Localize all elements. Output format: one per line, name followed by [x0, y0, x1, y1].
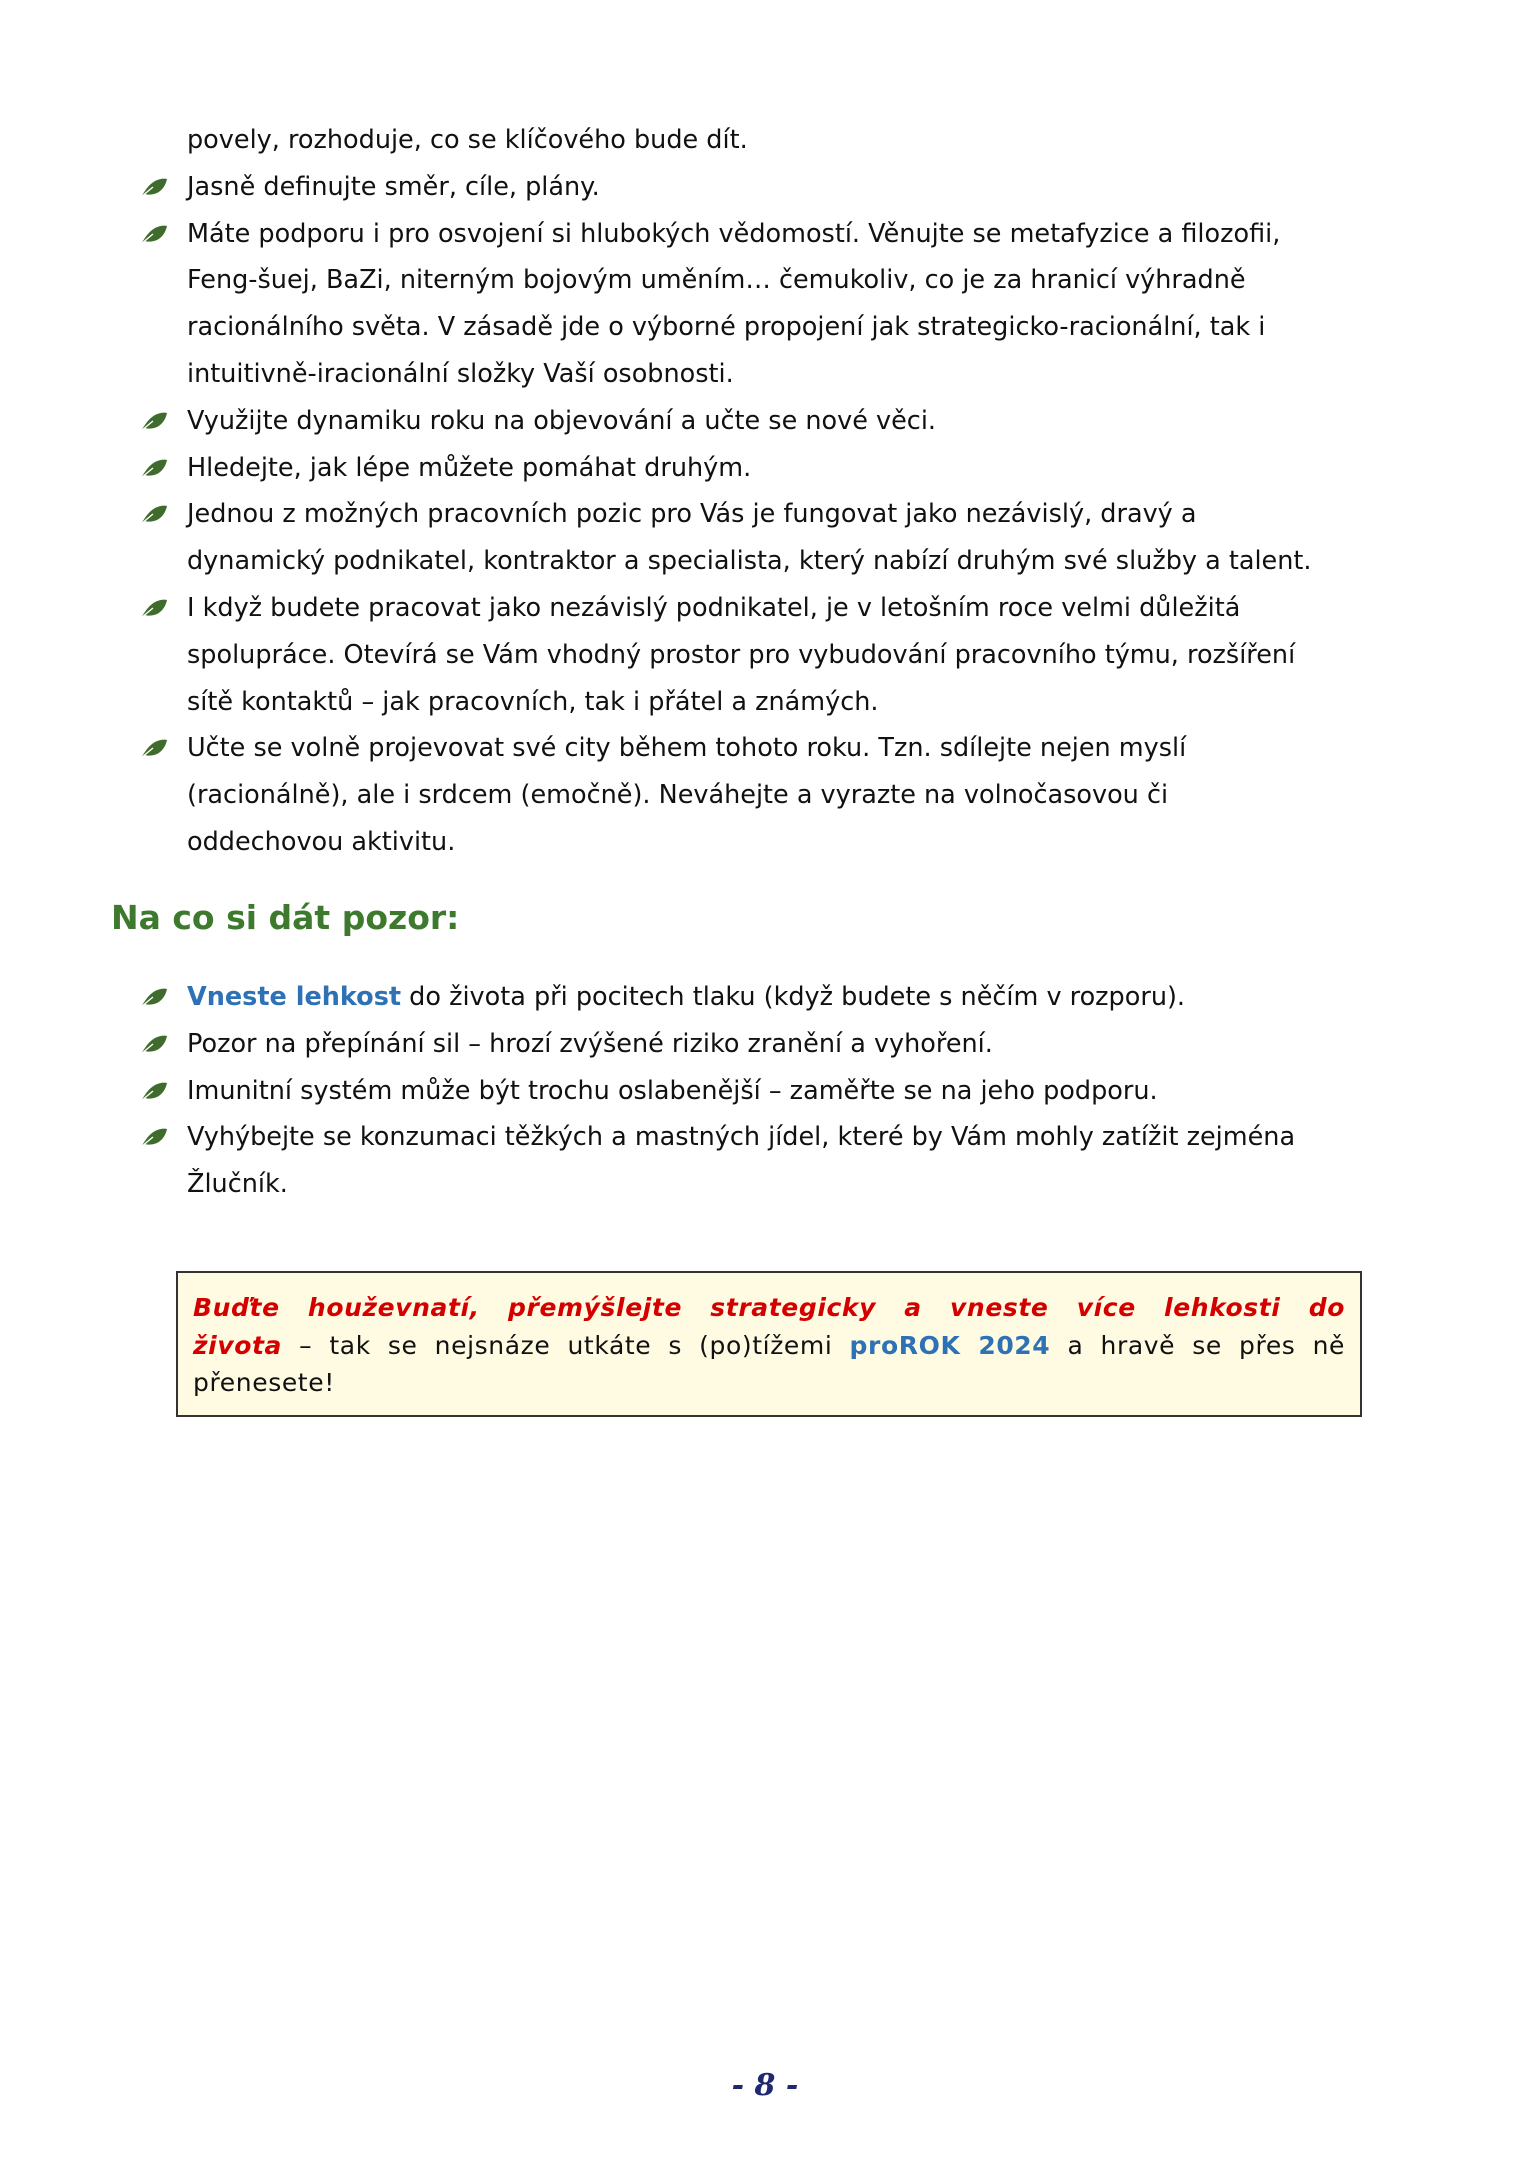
list-item: [139, 1114, 1439, 1208]
list-item-line: oddechovou aktivitu.: [187, 826, 456, 857]
list-item: [139, 1021, 1439, 1068]
list-item-line: [187, 974, 1439, 1021]
list-item-line: Hledejte, jak lépe můžete pomáhat druhým.: [187, 452, 752, 483]
list-item-line: Využijte dynamiku roku na objevování a učte se nové věci.: [187, 405, 937, 436]
list-item: [139, 445, 1439, 492]
list-item-line: Máte podporu i pro osvojení si hlubokých vědomostí. Věnujte se metafyzice a filozofii,: [187, 218, 1281, 249]
list-item-line: sítě kontaktů – jak pracovních, tak i přátel a známých.: [187, 686, 879, 717]
list-item: [139, 491, 1439, 585]
callout-line: [193, 1327, 1345, 1365]
list-item: [139, 211, 1439, 398]
list-item-line: I když budete pracovat jako nezávislý podnikatel, je v letošním roce velmi důležitá: [187, 592, 1241, 623]
list-item-line: Feng-šuej, BaZi, niterným bojovým uměním… čemukoliv, co je za hranicí výhradně: [187, 265, 1246, 296]
list-item-line: dynamický podnikatel, kontraktor a specialista, který nabízí druhým své služby a talent.: [187, 546, 1312, 577]
leaf-icon: [139, 1034, 169, 1056]
list-item-line: spolupráce. Otevírá se Vám vhodný prostor pro vybudování pracovního týmu, rozšíření: [187, 639, 1296, 670]
list-item-text: do života při pocitech tlaku (když budete s něčím v rozporu).: [401, 982, 1186, 1012]
list-item-line: Imunitní systém může být trochu oslabenější – zaměřte se na jeho podporu.: [187, 1075, 1158, 1106]
brand-name: proROK 2024: [849, 1330, 1051, 1360]
list-item-line: Jasně definujte směr, cíle, plány.: [187, 171, 600, 202]
list-item-line: Vyhýbejte se konzumaci těžkých a mastných jídel, které by Vám mohly zatížit zejména: [187, 1122, 1296, 1153]
list-item: [139, 398, 1439, 445]
list-item: [139, 117, 1439, 164]
leaf-icon: [139, 1127, 169, 1149]
list-item: [139, 725, 1439, 865]
callout-emphasis: života: [193, 1330, 283, 1360]
tips-list: [139, 117, 1439, 866]
list-item: [139, 1068, 1439, 1115]
list-item-line: (racionálně), ale i srdcem (emočně). Neváhejte a vyrazte na volnočasovou či: [187, 780, 1169, 811]
leaf-icon: [139, 504, 169, 526]
callout-line: [193, 1364, 1345, 1402]
leaf-icon: [139, 598, 169, 620]
callout-line: [193, 1289, 1345, 1327]
leaf-icon: [139, 177, 169, 199]
leaf-icon: [139, 224, 169, 246]
section-heading: Na co si dát pozor:: [111, 898, 460, 937]
callout-emphasis: Buďte houževnatí, přemýšlejte strategicky a vneste více lehkosti do: [193, 1293, 1345, 1322]
leaf-icon: [139, 411, 169, 433]
callout-text: – tak se nejsnáze utkáte s (po)tížemi: [282, 1330, 850, 1360]
list-item-line: intuitivně-iracionální složky Vaší osobnosti.: [187, 358, 734, 389]
list-item-line: racionálního světa. V zásadě jde o výborné propojení jak strategicko-racionální, tak i: [187, 312, 1266, 343]
warnings-list: [139, 974, 1439, 1208]
callout-text: přenesete!: [193, 1368, 335, 1397]
list-item: [139, 585, 1439, 725]
list-item-line: Pozor na přepínání sil – hrozí zvýšené riziko zranění a vyhoření.: [187, 1028, 993, 1059]
list-item-line: Učte se volně projevovat své city během tohoto roku. Tzn. sdílejte nejen myslí: [187, 733, 1187, 764]
page-number: - 8 -: [731, 2068, 799, 2103]
callout-text: a hravě se přes ně: [1050, 1330, 1345, 1360]
list-item-line: povely, rozhoduje, co se klíčového bude dít.: [187, 125, 748, 155]
list-item-line: Jednou z možných pracovních pozic pro Vás je fungovat jako nezávislý, dravý a: [187, 499, 1197, 530]
list-item: [139, 974, 1439, 1021]
list-item-line: Žlučník.: [187, 1169, 288, 1200]
leaf-icon: [139, 1081, 169, 1103]
lightness-highlight: Vneste lehkost: [187, 982, 402, 1012]
leaf-icon: [139, 458, 169, 480]
leaf-icon: [139, 987, 169, 1009]
leaf-icon: [139, 738, 169, 760]
list-item: [139, 164, 1439, 211]
callout-box: [176, 1271, 1362, 1417]
